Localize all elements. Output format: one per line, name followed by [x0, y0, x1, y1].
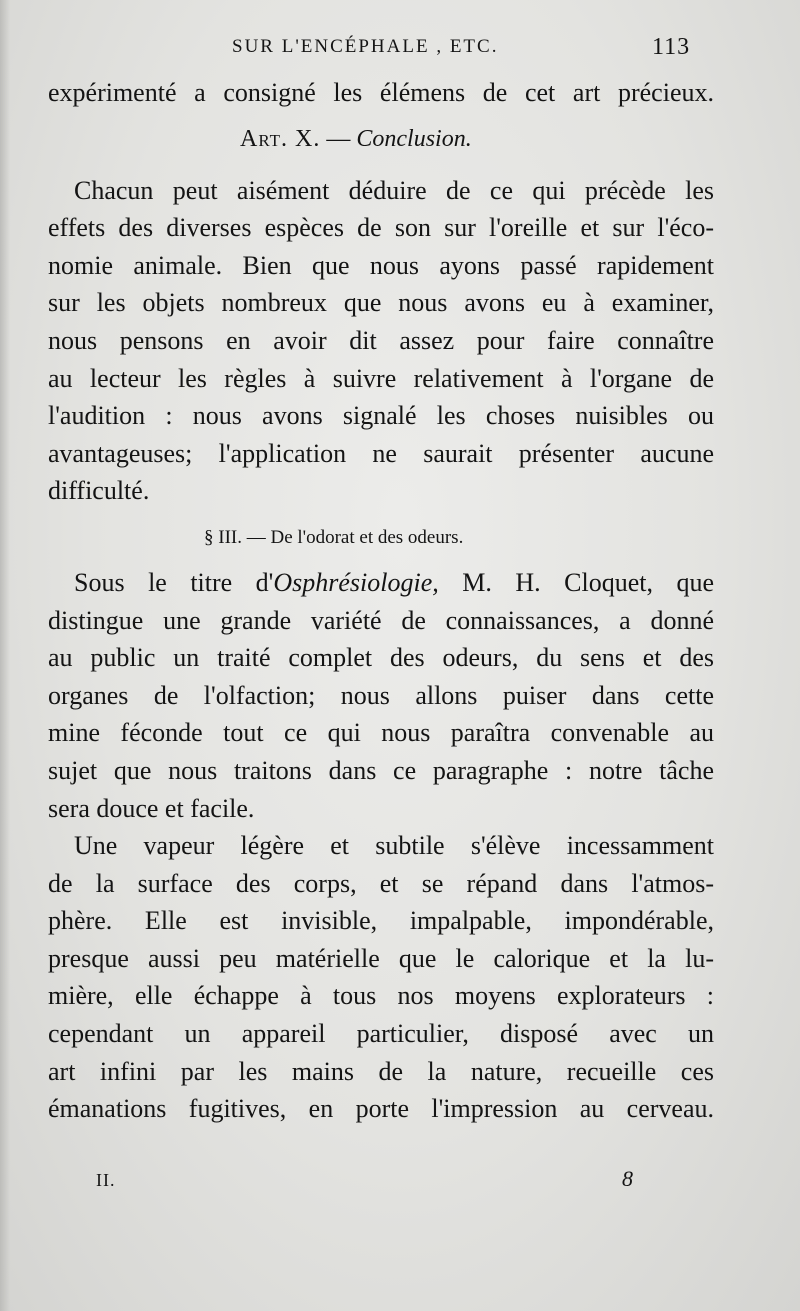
page-gutter-shadow	[0, 0, 10, 1311]
section-dash: —	[246, 526, 266, 548]
paragraph-line: au public un traité complet des odeurs, du sens et des	[48, 643, 714, 673]
paragraph-line: distingue une grande variété de connaissances, a donné	[48, 605, 714, 635]
paragraph-line: cependant un appareil particulier, disposé avec un	[48, 1019, 714, 1049]
gathering-signature: 8	[622, 1166, 633, 1191]
page-footer	[0, 1166, 800, 1196]
paragraph-line: l'audition : nous avons signalé les choses nuisibles ou	[48, 401, 714, 431]
paragraph-line: sujet que nous traitons dans ce paragraphe : notre tâche	[48, 755, 714, 785]
paragraph-line: sera douce et facile.	[48, 793, 255, 823]
spacer	[48, 160, 714, 172]
paragraph-line: organes de l'olfaction; nous allons puiser dans cette	[48, 680, 714, 710]
paragraph-line: nous pensons en avoir dit assez pour faire connaître	[48, 325, 714, 355]
text-run: Sous le titre d'	[74, 567, 274, 597]
text-run: M. H. Cloquet, que	[438, 567, 714, 597]
paragraph-line: mine féconde tout ce qui nous paraîtra convenable au	[48, 718, 714, 748]
paragraph-line: effets des diverses espèces de son sur l'oreille et sur l'éco-	[48, 213, 714, 243]
paragraph-line: émanations fugitives, en porte l'impression au cerveau.	[48, 1094, 714, 1124]
article-label: Art. X.	[240, 125, 321, 152]
article-dash: —	[326, 125, 351, 152]
section-title: De l'odorat et des odeurs.	[270, 526, 464, 548]
section-label: § III.	[204, 526, 242, 548]
volume-signature: II.	[96, 1170, 116, 1190]
paragraph-line: art infini par les mains de la nature, recueille ces	[48, 1056, 714, 1086]
paragraph-line: sur les objets nombreux que nous avons eu à examiner,	[48, 288, 714, 318]
paragraph-line: phère. Elle est invisible, impalpable, impondérable,	[48, 906, 714, 936]
paragraph-line: nomie animale. Bien que nous ayons passé rapidement	[48, 250, 714, 280]
paragraph-line: Une vapeur légère et subtile s'élève incessamment	[74, 831, 714, 861]
paragraph-conclusion	[48, 172, 714, 510]
body-text	[48, 74, 714, 1128]
paragraph-line: avantageuses; l'application ne saurait présenter aucune	[48, 438, 714, 468]
running-title: SUR L'ENCÉPHALE , ETC.	[232, 36, 499, 57]
paragraph-osphresiologie	[48, 564, 714, 827]
running-head	[0, 36, 800, 66]
paragraph-line: presque aussi peu matérielle que le calorique et la lu-	[48, 943, 714, 973]
article-heading	[48, 112, 714, 160]
paragraph-vapeur	[48, 827, 714, 1128]
opening-line: expérimenté a consigné les élémens de cet art précieux.	[48, 78, 714, 107]
paragraph-line: difficulté.	[48, 476, 150, 506]
article-title: Conclusion.	[356, 125, 472, 152]
page-number: 113	[652, 34, 691, 60]
paragraph-line: Chacun peut aisément déduire de ce qui précède les	[74, 175, 714, 205]
paragraph-line: mière, elle échappe à tous nos moyens explorateurs :	[48, 981, 714, 1011]
section-heading	[48, 510, 714, 564]
paragraph-line: de la surface des corps, et se répand dans l'atmos-	[48, 868, 714, 898]
paragraph-line: au lecteur les règles à suivre relativement à l'organe de	[48, 363, 714, 393]
book-title: Osphrésiologie,	[273, 567, 439, 597]
paragraph-line	[48, 564, 714, 602]
